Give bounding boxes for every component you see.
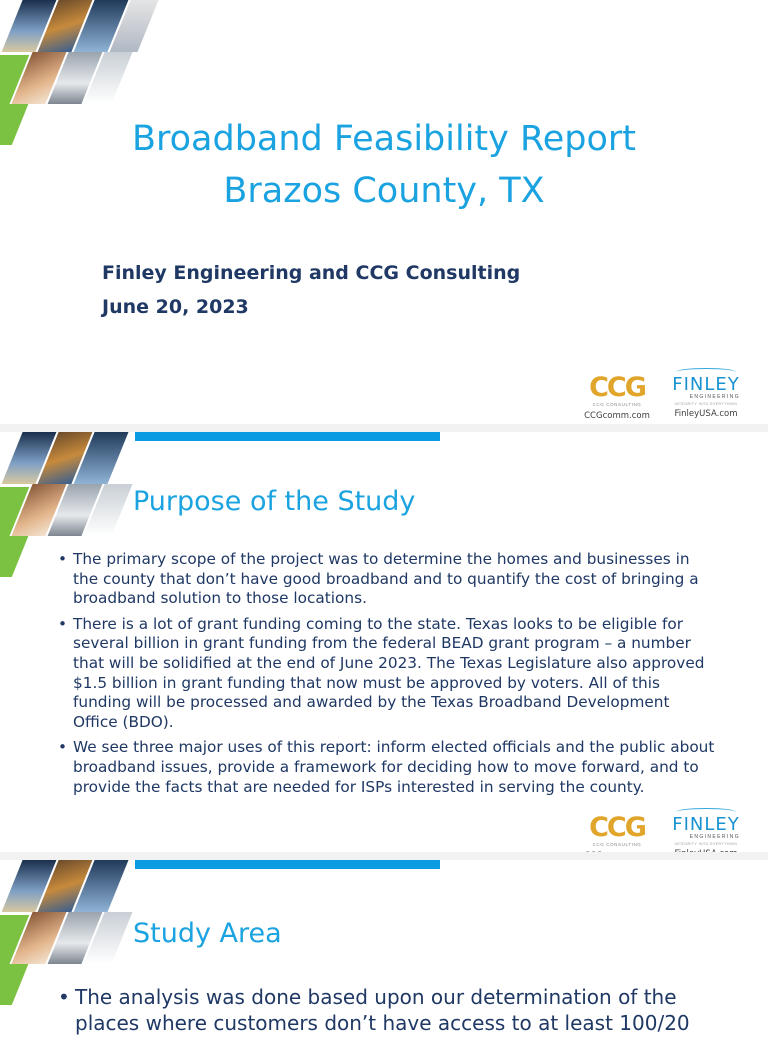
ccg-logo-sub: CCG CONSULTING: [592, 842, 642, 847]
bullet-list: [58, 984, 718, 1042]
bullet-item: • We see three major uses of this report: inform elected officials and the public about broadband issues, provide a framework for deciding how to move forward, and to provide the facts that are needed for ISPs interested in serving the county.: [58, 738, 718, 797]
ccg-logo-mark: CCG: [589, 812, 645, 843]
photo-collage: [0, 432, 135, 542]
bullet-item: • The primary scope of the project was to determine the homes and businesses in the county that don’t have good broadband and to quantify the cost of bringing a broadband solution to those locations.: [58, 550, 718, 609]
finley-tagline: INTEGRITY INTO EVERYTHING: [674, 402, 738, 406]
slide-heading: Study Area: [133, 918, 282, 949]
report-title: Broadband Feasibility Report: [131, 119, 637, 159]
partner-logos: [582, 374, 752, 424]
bullet-item: • The analysis was done based upon our determination of the places where customers don’t have access to at least 100/20: [58, 984, 718, 1036]
header-accent-bar: [135, 860, 440, 869]
finley-logo-eng: ENGINEERING: [689, 394, 740, 400]
slide-heading: Purpose of the Study: [133, 486, 416, 517]
title-slide: [0, 0, 768, 424]
study-area-slide: [0, 852, 768, 1035]
finley-url: FinleyUSA.com: [674, 409, 738, 419]
header-accent-bar: [135, 432, 440, 441]
ccg-url: CCGcomm.com: [584, 411, 650, 421]
finley-tagline: INTEGRITY INTO EVERYTHING: [674, 842, 738, 846]
finley-logo-mark: FINLEY: [672, 814, 740, 835]
bullet-list: [58, 550, 718, 803]
purpose-slide: [0, 424, 768, 852]
report-title-county: Brazos County, TX: [223, 171, 545, 211]
ccg-logo: [582, 374, 652, 422]
report-authors: Finley Engineering and CCG Consulting: [102, 262, 521, 284]
ccg-logo-mark: CCG: [589, 372, 645, 403]
finley-logo: [666, 368, 746, 420]
finley-logo-mark: FINLEY: [672, 374, 740, 395]
ccg-logo-sub: CCG CONSULTING: [592, 402, 642, 407]
photo-collage: [0, 0, 135, 110]
finley-logo-eng: ENGINEERING: [689, 834, 740, 840]
bullet-item: • There is a lot of grant funding coming to the state. Texas looks to be eligible for several billion in grant funding from the federal BEAD grant program – a number that will be solidified at the end of June 2023. The Texas Legislature also approved $1.5 billion in grant funding that now must be approved by voters. All of this funding will be processed and awarded by the Texas Broadband Development Office (BDO).: [58, 615, 718, 733]
photo-collage: [0, 860, 135, 970]
report-date: June 20, 2023: [102, 296, 249, 318]
